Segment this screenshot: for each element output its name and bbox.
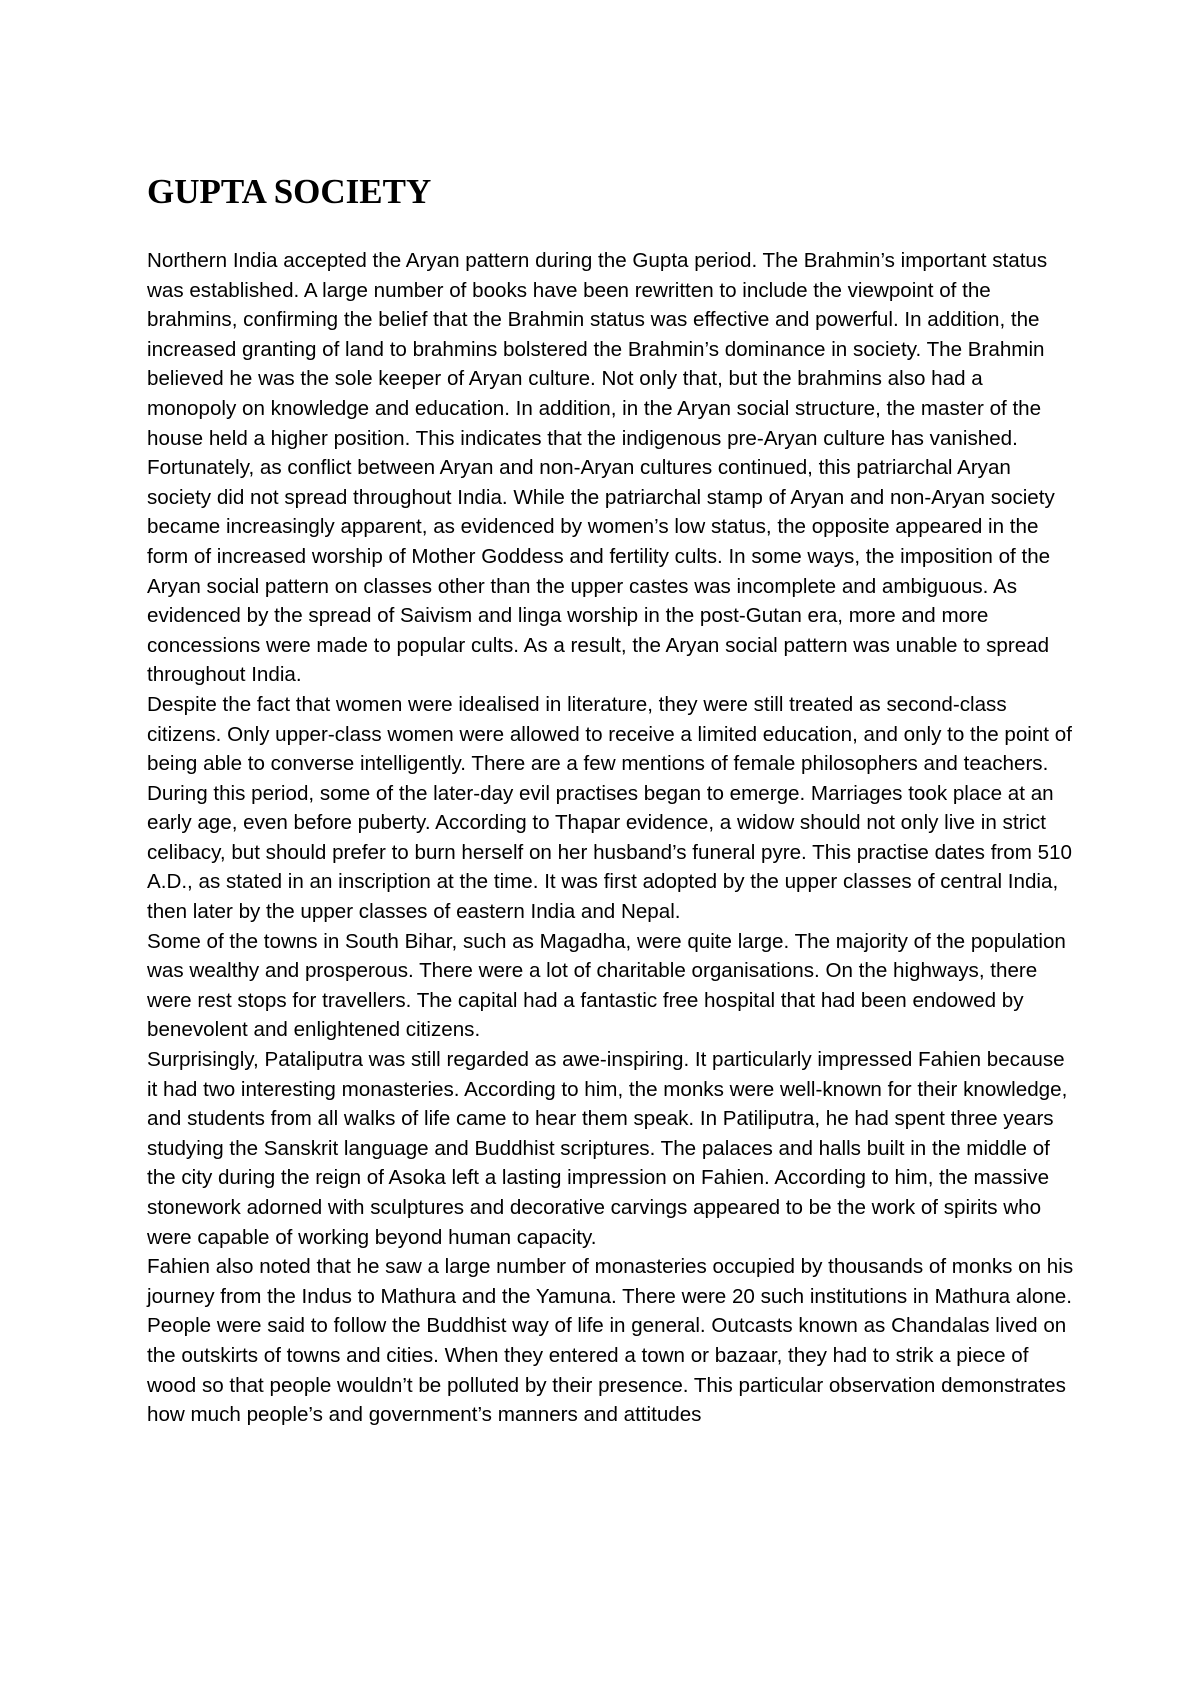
paragraph-aryan-pattern: Northern India accepted the Aryan pattern during the Gupta period. The Brahmin’s important status was established. A large number of books have been rewritten to include the viewpoint of the brahmins, confirming the belief that the Brahmin status was effective and powerful. In addition, the increased granting of land to brahmins bolstered the Brahmin’s dominance in society. The Brahmin believed he was the sole keeper of Aryan culture. Not only that, but the brahmins also had a monopoly on knowledge and education. In addition, in the Aryan social structure, the master of the house held a higher position. This indicates that the indigenous pre-Aryan culture has vanished. Fortunately, as conflict between Aryan and non-Aryan cultures continued, this patriarchal Aryan society did not spread throughout India. While the patriarchal stamp of Aryan and non-Aryan society became increasingly apparent, as evidenced by women’s low status, the opposite appeared in the form of increased worship of Mother Goddess and fertility cults. In some ways, the imposition of the Aryan social pattern on classes other than the upper castes was incomplete and ambiguous. As evidenced by the spread of Saivism and linga worship in the post-Gutan era, more and more concessions were made to popular cults. As a result, the Aryan social pattern was unable to spread throughout India. [147, 249, 1055, 687]
paragraph-chandalas: People were said to follow the Buddhist way of life in general. Outcasts known as Chandalas lived on the outskirts of towns and cities. When they entered a town or bazaar, they had to strik a piece of wood so that people wouldn’t be polluted by their presence. This particular observation demonstrates how much people’s and government’s manners and attitudes [147, 1314, 1067, 1427]
page-title: GUPTA SOCIETY [147, 172, 432, 211]
paragraph-pataliputra: Surprisingly, Pataliputra was still regarded as awe-inspiring. It particularly impressed Fahien because it had two interesting monasteries. According to him, the monks were well-known for their knowledge, and students from all walks of life came to hear them speak. In Patiliputra, he had spent three years studying the Sanskrit language and Buddhist scriptures. The palaces and halls built in the middle of the city during the reign of Asoka left a lasting impression on Fahien. According to him, the massive stonework adorned with sculptures and decorative carvings appeared to be the work of spirits who were capable of working beyond human capacity. [147, 1048, 1068, 1249]
document-body [147, 246, 1077, 1430]
paragraph-women-status: Despite the fact that women were idealised in literature, they were still treated as second-class citizens. Only upper-class women were allowed to receive a limited education, and only to the point of being able to converse intelligently. There are a few mentions of female philosophers and teachers. During this period, some of the later-day evil practises began to emerge. Marriages took place at an early age, even before puberty. According to Thapar evidence, a widow should not only live in strict celibacy, but should prefer to burn herself on her husband’s funeral pyre. This practise dates from 510 A.D., as stated in an inscription at the time. It was first adopted by the upper classes of central India, then later by the upper classes of eastern India and Nepal. [147, 692, 1072, 924]
paragraph-monasteries: Fahien also noted that he saw a large number of monasteries occupied by thousands of monks on his journey from the Indus to Mathura and the Yamuna. There were 20 such institutions in Mathura alone. [147, 1255, 1074, 1308]
paragraph-south-bihar-towns: Some of the towns in South Bihar, such as Magadha, were quite large. The majority of the population was wealthy and prosperous. There were a lot of charitable organisations. On the highways, there were rest stops for travellers. The capital had a fantastic free hospital that had been endowed by benevolent and enlightened citizens. [147, 929, 1066, 1042]
